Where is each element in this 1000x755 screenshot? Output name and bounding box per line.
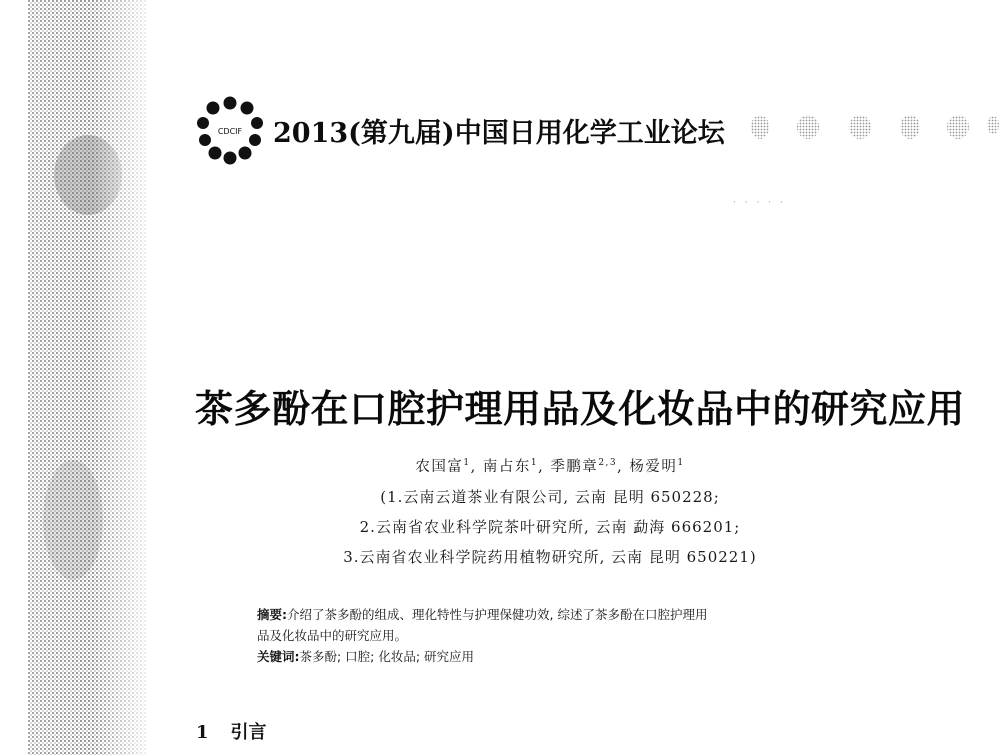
abstract-block (257, 604, 877, 667)
logo-text: CDCIF (217, 127, 243, 136)
author-name: 季鹏章 (550, 459, 599, 475)
keywords-text: 茶多酚; 口腔; 化妆品; 研究应用 (299, 649, 475, 664)
author-affiliation-mark: 1 (677, 458, 685, 469)
author-name: 南占东 (482, 459, 531, 475)
abstract-line (257, 604, 877, 625)
scan-specks: · · · · · (733, 198, 786, 208)
forum-title: 2013(第九届)中国日用化学工业论坛 (273, 117, 725, 149)
scan-edge-texture (28, 0, 146, 755)
affiliation-3: 3.云南省农业科学院药用植物研究所, 云南 昆明 650221) (343, 548, 757, 566)
header-decoration (748, 107, 1000, 147)
paper-title: 茶多酚在口腔护理用品及化妆品中的研究应用 (195, 386, 966, 431)
keywords-line (257, 646, 877, 667)
affiliation-2: 2.云南省农业科学院茶叶研究所, 云南 勐海 666201; (359, 518, 741, 536)
section-title: 引言 (230, 722, 267, 743)
forum-header (195, 94, 725, 166)
cdcif-logo (195, 95, 265, 165)
abstract-line (257, 625, 877, 646)
section-heading (196, 718, 267, 744)
author-name: 杨爱明 (629, 459, 678, 475)
affiliation-1: (1.云南云道茶业有限公司, 云南 昆明 650228; (380, 488, 720, 506)
abstract-label: 摘要: (257, 607, 287, 622)
author-list: 农国富$^1$, 南占东$^1$, 季鹏章$^{2,3}$, 杨爱明$^1$ (415, 458, 685, 475)
abstract-text-continued: 品及化妆品中的研究应用。 (257, 628, 408, 643)
author-name: 农国富 (415, 459, 464, 475)
section-number: 1 (196, 722, 209, 743)
author-affiliation-mark: 1 (463, 458, 471, 469)
abstract-text: 介绍了茶多酚的组成、理化特性与护理保健功效, 综述了茶多酚在口腔护理用 (287, 607, 708, 622)
author-affiliation-mark: 2,3 (598, 458, 618, 469)
author-affiliation-mark: 1 (530, 458, 539, 469)
keywords-label: 关键词: (257, 649, 300, 664)
